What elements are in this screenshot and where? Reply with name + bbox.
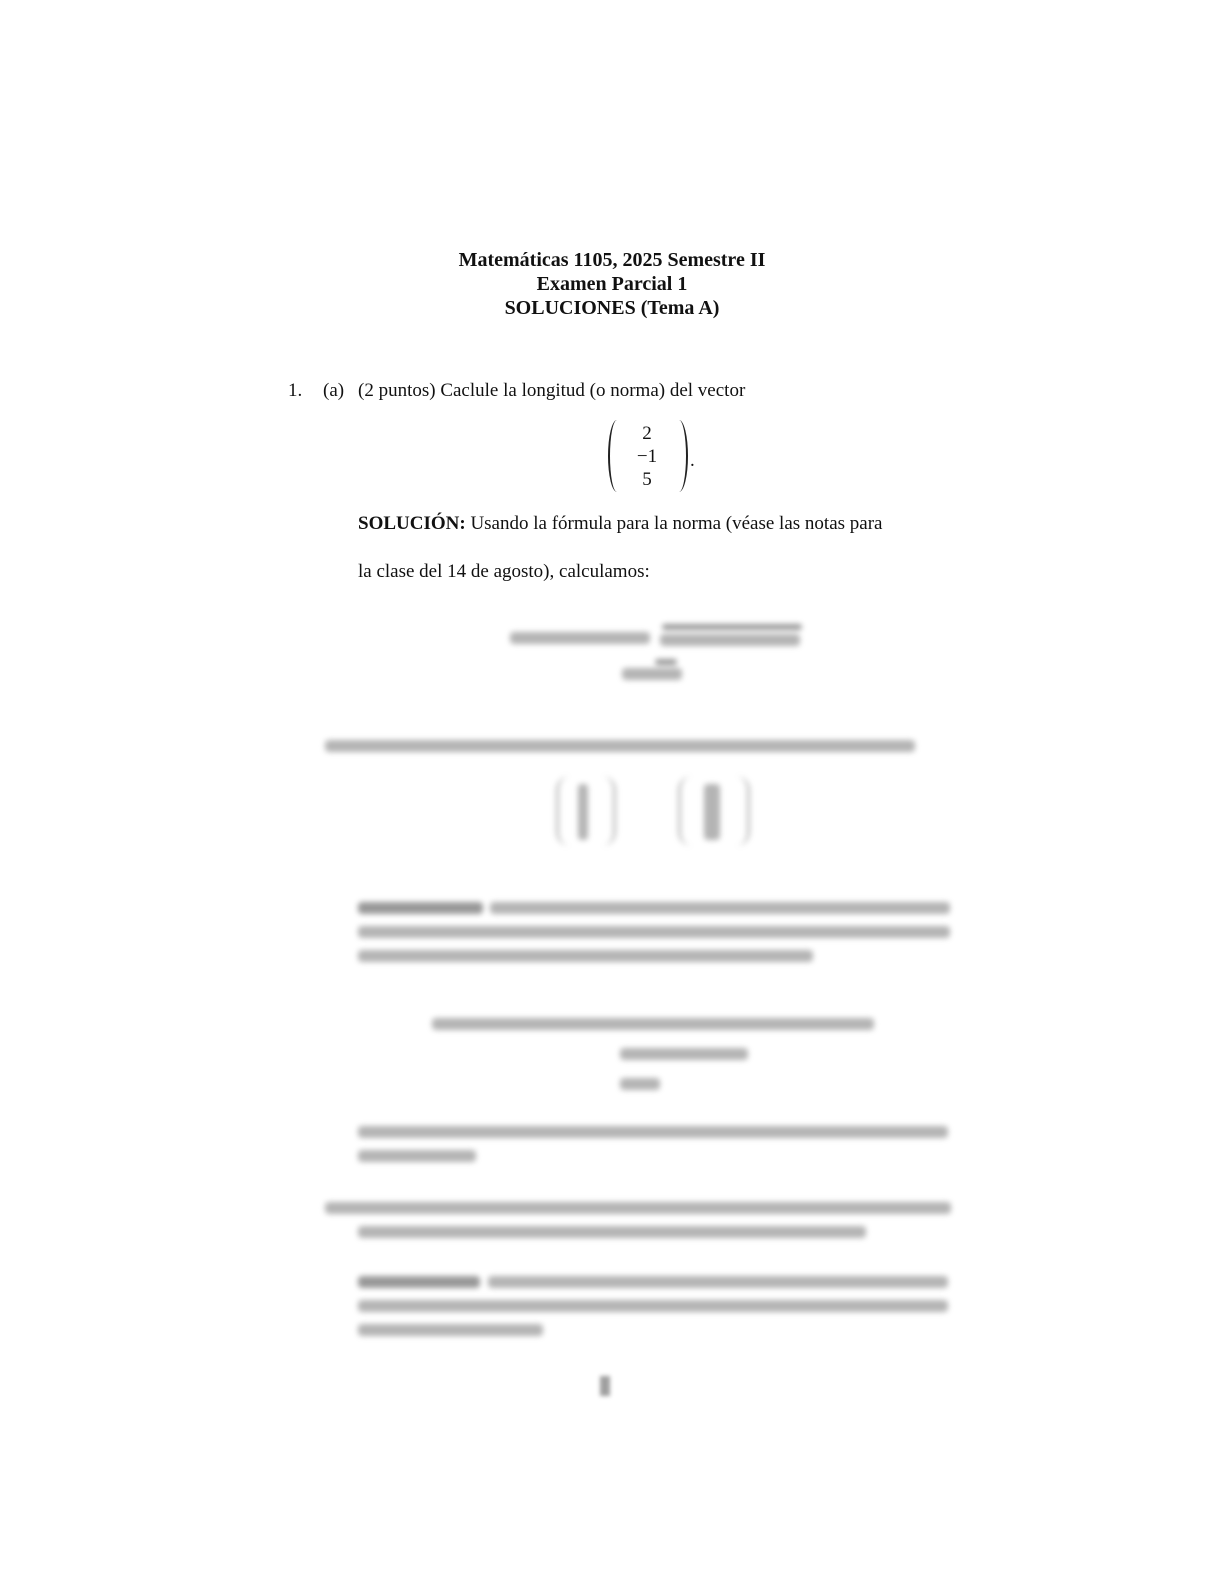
- blurred-equation: [432, 1018, 874, 1030]
- blurred-vector-entries: [578, 784, 588, 840]
- solutions-title: SOLUCIONES (Tema A): [504, 297, 720, 319]
- blurred-sqrt-bar: [662, 624, 802, 630]
- blurred-equation: [620, 1078, 660, 1090]
- solution-label: SOLUCIÓN:: [358, 513, 466, 534]
- blurred-text-line: [358, 1126, 948, 1138]
- blurred-text-line: [490, 902, 950, 914]
- vector-entry: 2: [642, 423, 652, 444]
- solution-text-line2: la clase del 14 de agosto), calculamos:: [358, 561, 650, 582]
- question-part: (a): [323, 380, 345, 401]
- question-number: 1.: [288, 380, 303, 401]
- blurred-text-line: [488, 1276, 948, 1288]
- vector-entry: −1: [636, 446, 658, 467]
- solution-text-line1: Usando la fórmula para la norma (véase las notas para: [465, 513, 883, 534]
- blurred-text-line: [325, 740, 915, 752]
- blurred-equation: [660, 634, 800, 646]
- vector-entry: 5: [642, 469, 652, 490]
- course-title: Matemáticas 1105, 2025 Semestre II: [458, 249, 766, 271]
- blurred-text-line: [325, 1202, 951, 1214]
- blurred-text-line: [358, 950, 813, 962]
- blurred-equation: [620, 1048, 748, 1060]
- page-number: [600, 1376, 610, 1396]
- blurred-sqrt-bar: [655, 659, 677, 665]
- blurred-equation: [510, 632, 650, 644]
- blurred-text-line: [358, 1300, 948, 1312]
- blurred-text-line: [358, 926, 950, 938]
- blurred-vector-entries: [704, 784, 720, 840]
- exam-title: Examen Parcial 1: [536, 273, 688, 295]
- blurred-text-line: [358, 1150, 476, 1162]
- blurred-text-line: [358, 1226, 866, 1238]
- vector-period: .: [690, 450, 695, 471]
- blurred-text-line: [358, 902, 483, 914]
- blurred-text-line: [358, 1324, 543, 1336]
- blurred-equation: [622, 668, 682, 680]
- blurred-text-line: [358, 1276, 480, 1288]
- question-text: (2 puntos) Caclule la longitud (o norma) del vector: [358, 380, 746, 401]
